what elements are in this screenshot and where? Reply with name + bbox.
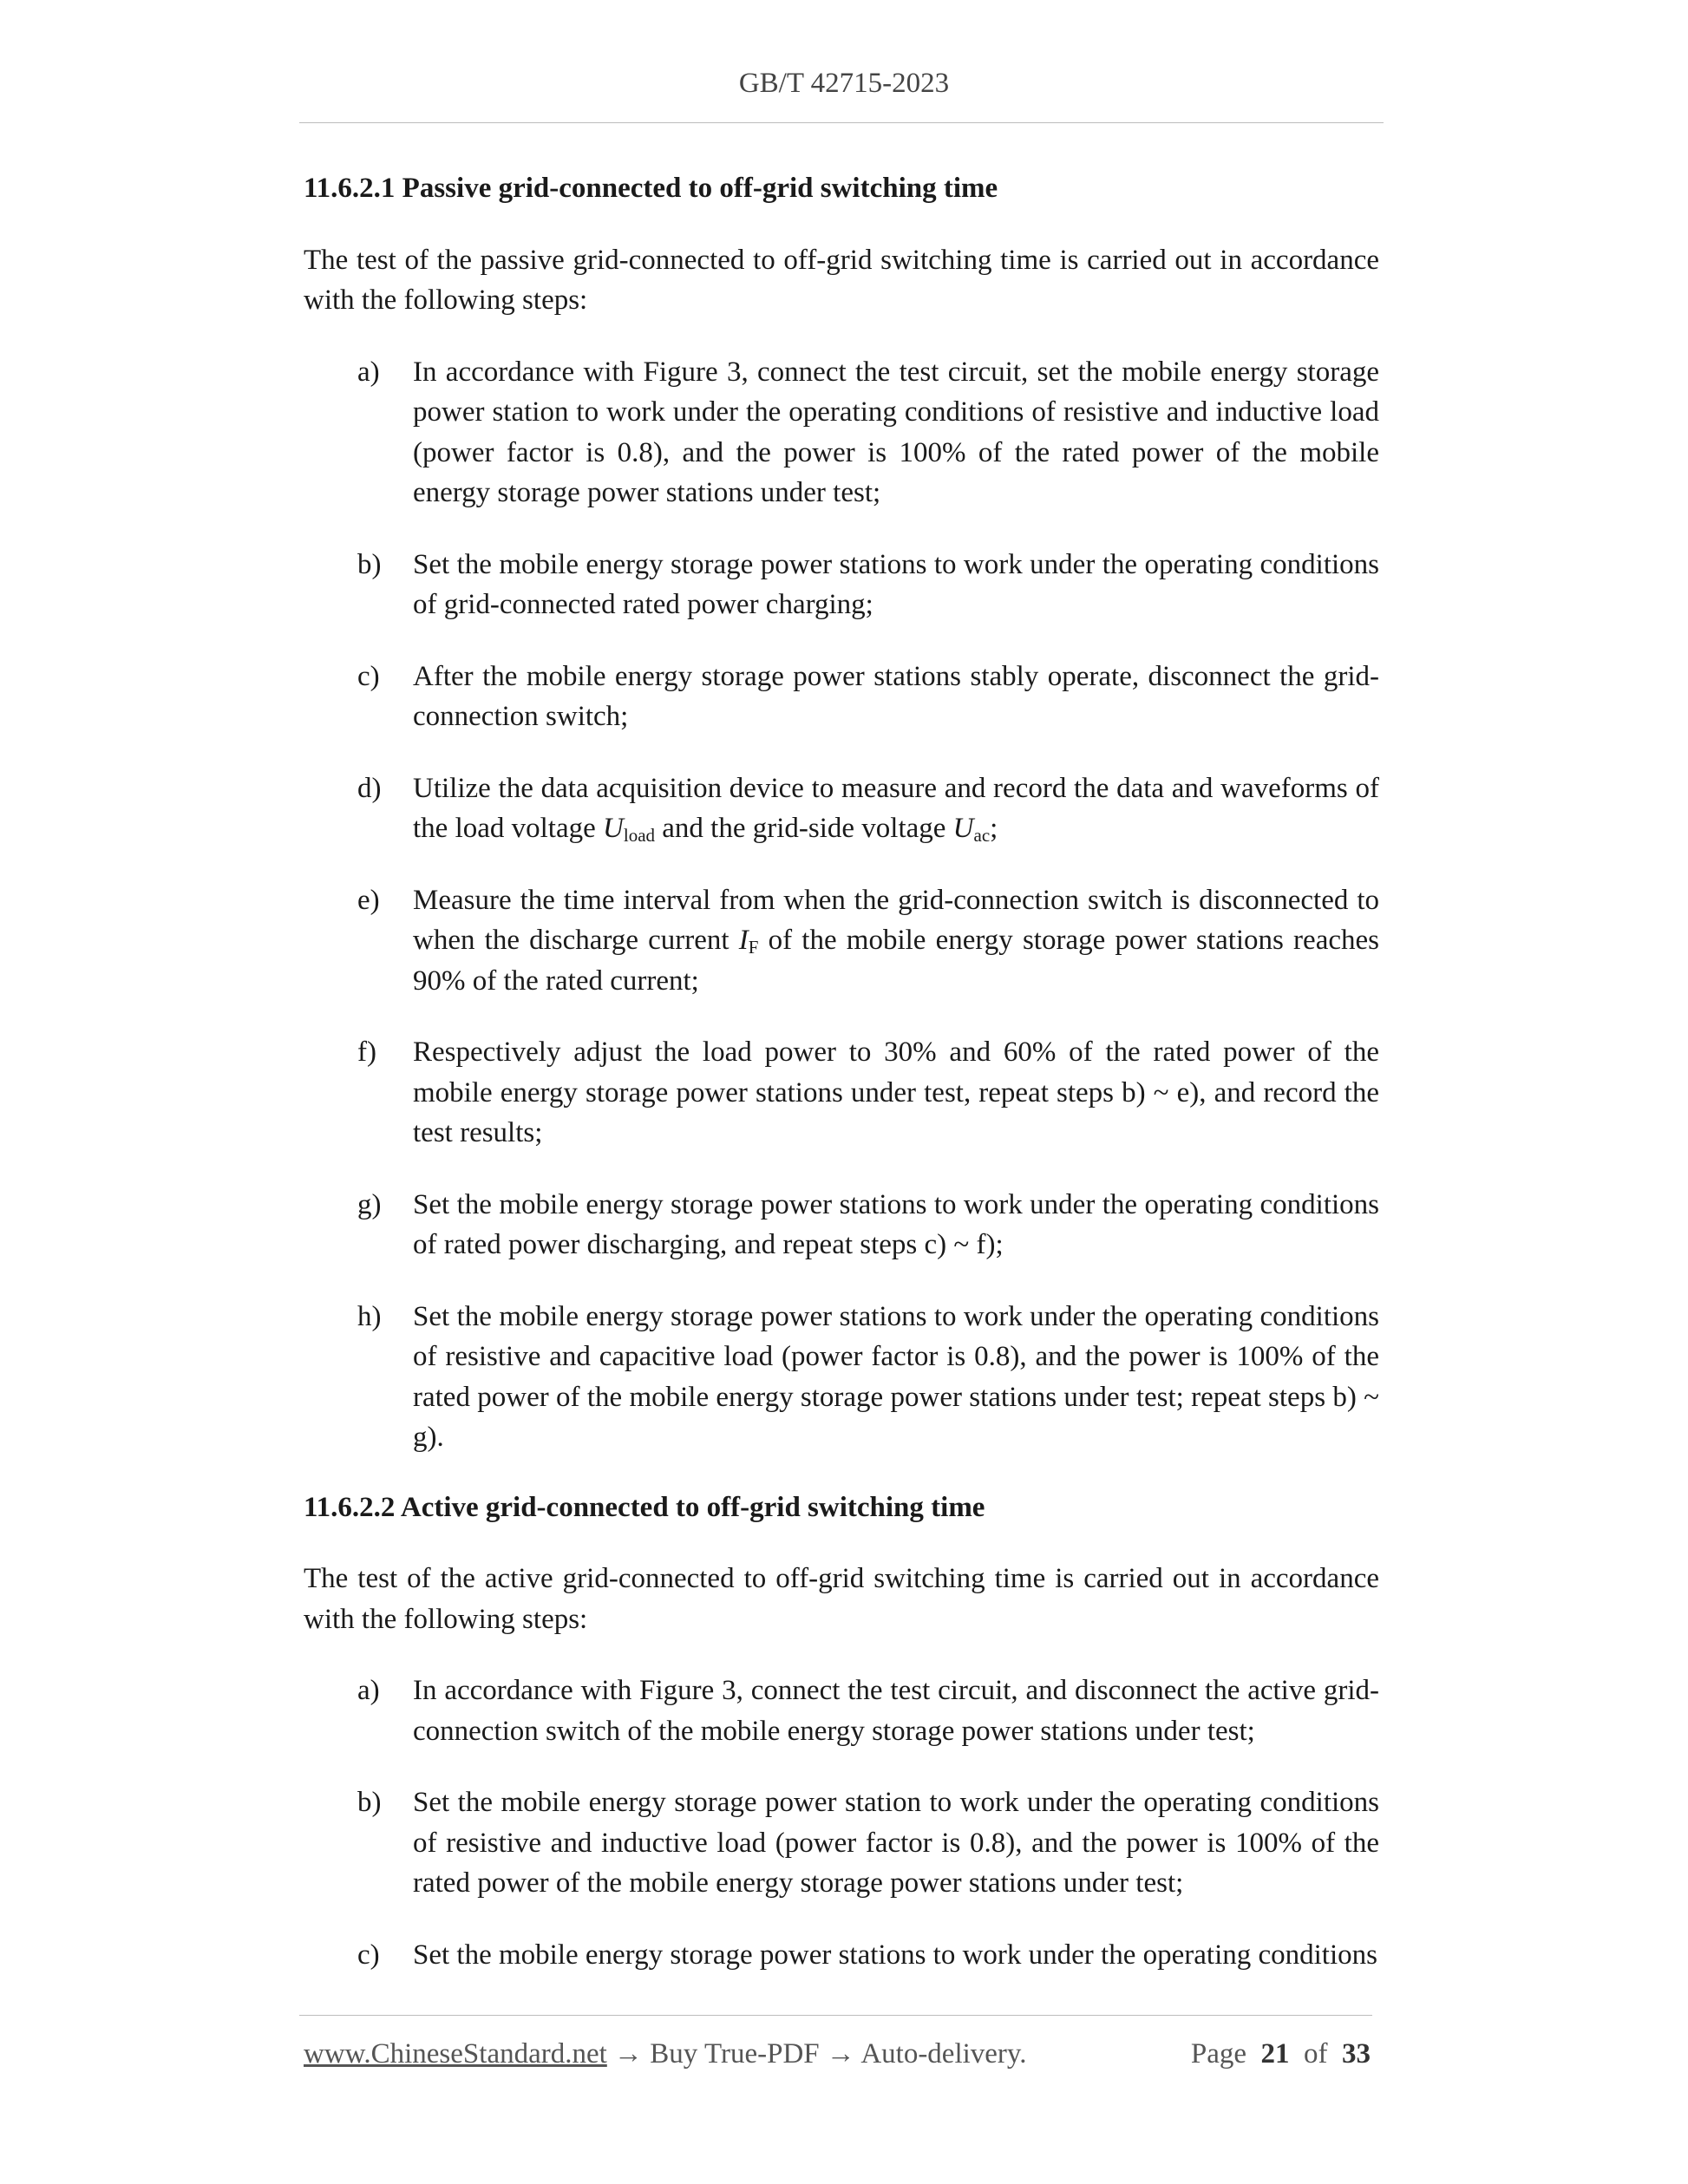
step-marker: d) (357, 772, 382, 804)
step-marker: e) (357, 884, 380, 916)
step-text-segment: ; (990, 813, 998, 844)
section-heading-11-6-2-2: 11.6.2.2 Active grid-connected to off-grid switching time (304, 1491, 985, 1523)
step-item-f (304, 1032, 1379, 1154)
step-item-g (304, 1185, 1379, 1265)
step-marker: f) (357, 1036, 376, 1068)
step-text-segment: Utilize the data acquisition device to measure and record the data and waveforms of the load voltage (413, 772, 1379, 844)
step-item-b (304, 1782, 1379, 1904)
step-item-b (304, 545, 1379, 625)
step-item-e (304, 880, 1379, 1002)
step-item-h (304, 1297, 1379, 1458)
step-list-11-6-2-2 (304, 1671, 1379, 1975)
page-footer (304, 2038, 1371, 2070)
arrow-icon: → (614, 2038, 644, 2070)
step-text: In accordance with Figure 3, connect the test circuit, and disconnect the active grid-connection switch of the mobile energy storage power stations under test; (413, 1675, 1379, 1747)
footer-promo (304, 2038, 1027, 2070)
step-marker: b) (357, 548, 382, 580)
section-intro-11-6-2-1: The test of the passive grid-connected to off-grid switching time is carried out in accordance with the following steps: (304, 244, 1379, 316)
step-text (413, 768, 1379, 849)
step-text-segment: and the grid-side voltage (655, 813, 953, 844)
step-text: Set the mobile energy storage power stations to work under the operating conditions of grid-connected rated power charging; (413, 548, 1379, 620)
buy-text: Buy True-PDF (650, 2038, 820, 2070)
step-text-segment: of the mobile energy storage power stations reaches 90% of the rated current; (413, 925, 1379, 997)
step-text: Set the mobile energy storage power stations to work under the operating conditions of resistive and capacitive load (power factor is 0.8), and the power is 100% of the rated power of the mobile energy storage power stations under test; repeat steps b) ~ g). (413, 1300, 1379, 1453)
step-marker: g) (357, 1188, 382, 1220)
step-item-a (304, 1671, 1379, 1751)
grid-voltage-symbol: U (952, 813, 974, 844)
delivery-text: Auto-delivery. (860, 2038, 1027, 2070)
step-marker: a) (357, 1675, 380, 1706)
step-marker: c) (357, 1939, 380, 1971)
header-divider (299, 122, 1384, 123)
step-marker: c) (357, 660, 380, 692)
arrow-icon: → (826, 2038, 855, 2070)
page-label: Page (1190, 2038, 1246, 2070)
page-indicator (1191, 2038, 1371, 2070)
step-item-c (304, 1935, 1379, 1976)
step-item-d (304, 768, 1379, 849)
site-link[interactable]: www.ChineseStandard.net (304, 2038, 607, 2070)
step-marker: b) (357, 1787, 382, 1818)
step-item-a (304, 352, 1379, 513)
step-list-11-6-2-1 (304, 352, 1379, 1458)
step-text: Set the mobile energy storage power stations to work under the operating conditions of rated power discharging, and repeat steps c) ~ f); (413, 1188, 1379, 1260)
of-label: of (1304, 2038, 1328, 2070)
step-text: Set the mobile energy storage power stations to work under the operating conditions (413, 1939, 1377, 1971)
section-heading-11-6-2-1: 11.6.2.1 Passive grid-connected to off-grid switching time (304, 173, 998, 204)
grid-voltage-subscript: ac (973, 825, 991, 846)
step-text (413, 880, 1379, 1002)
step-text-segment: Measure the time interval from when the grid-connection switch is disconnected to when the discharge current (413, 884, 1379, 956)
footer-divider (299, 2015, 1372, 2016)
section-intro-11-6-2-2: The test of the active grid-connected to off-grid switching time is carried out in accordance with the following steps: (304, 1563, 1379, 1635)
header-standard-code: GB/T 42715-2023 (738, 68, 950, 99)
page-total: 33 (1342, 2038, 1371, 2070)
step-text: In accordance with Figure 3, connect the test circuit, set the mobile energy storage power station to work under the operating conditions of resistive and inductive load (power factor is 0.8), and the power is 100% of the rated power of the mobile energy storage power stations under test; (413, 356, 1379, 508)
discharge-current-subscript: F (748, 937, 759, 958)
step-text: After the mobile energy storage power stations stably operate, disconnect the grid-connection switch; (413, 660, 1379, 732)
load-voltage-symbol: U (603, 813, 624, 844)
document-body (304, 168, 1379, 2006)
step-item-c (304, 657, 1379, 737)
page-number: 21 (1260, 2038, 1290, 2070)
step-marker: h) (357, 1300, 382, 1332)
step-text: Set the mobile energy storage power station to work under the operating conditions of resistive and inductive load (power factor is 0.8), and the power is 100% of the rated power of the mobile energy storage power stations under test; (413, 1787, 1379, 1899)
discharge-current-symbol: I (738, 925, 749, 956)
load-voltage-subscript: load (623, 825, 656, 846)
step-marker: a) (357, 356, 380, 388)
step-text: Respectively adjust the load power to 30% and 60% of the rated power of the mobile energy storage power stations under test, repeat steps b) ~ e), and record the test results; (413, 1036, 1379, 1148)
